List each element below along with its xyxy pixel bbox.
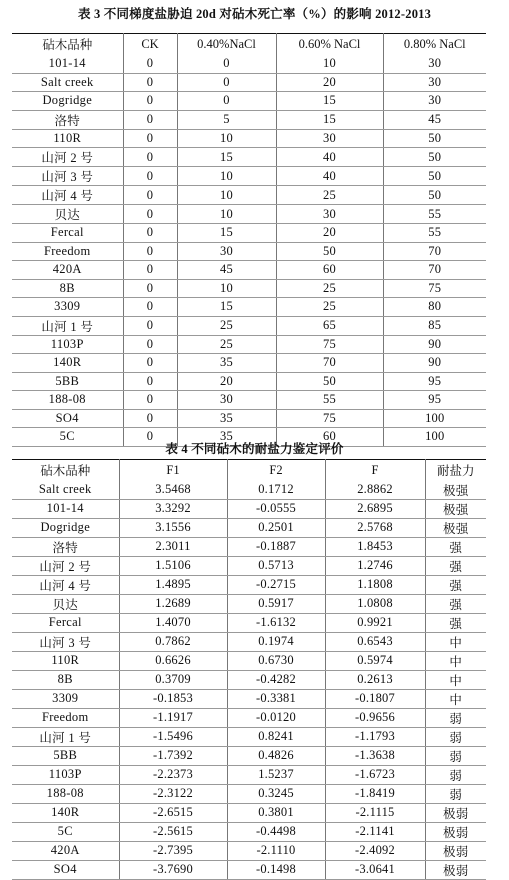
- f1-cell: -2.7395: [119, 841, 227, 860]
- table-row: [12, 261, 486, 280]
- nacl-080-cell: 30: [383, 73, 486, 92]
- tolerance-cell: 强: [425, 575, 486, 594]
- f2-cell: 0.1712: [227, 481, 325, 500]
- table3: [12, 33, 486, 447]
- nacl-040-cell: 25: [177, 335, 276, 354]
- nacl-040-cell: 10: [177, 129, 276, 148]
- f1-cell: 0.7862: [119, 632, 227, 651]
- table3-header-060: 0.60% NaCl: [276, 34, 383, 55]
- tolerance-cell: 极弱: [425, 841, 486, 860]
- f1-cell: 1.5106: [119, 556, 227, 575]
- f-cell: -1.1793: [325, 727, 425, 746]
- nacl-080-cell: 90: [383, 335, 486, 354]
- stock-cell: 5BB: [12, 372, 123, 391]
- f1-cell: 2.3011: [119, 537, 227, 556]
- stock-cell: 101-14: [12, 55, 123, 74]
- f-cell: 2.5768: [325, 518, 425, 537]
- nacl-060-cell: 50: [276, 372, 383, 391]
- table-row: [12, 73, 486, 92]
- table-row: [12, 55, 486, 74]
- f-cell: -0.1807: [325, 689, 425, 708]
- nacl-060-cell: 75: [276, 409, 383, 428]
- stock-cell: Freedom: [12, 708, 119, 727]
- f1-cell: 1.2689: [119, 594, 227, 613]
- f2-cell: -2.1110: [227, 841, 325, 860]
- table-row: [12, 298, 486, 317]
- ck-cell: 0: [123, 186, 177, 205]
- table4-header-stock: 砧木品种: [40, 464, 91, 479]
- f2-cell: -0.1498: [227, 860, 325, 879]
- nacl-080-cell: 90: [383, 354, 486, 373]
- table-row: [12, 167, 486, 186]
- ck-cell: 0: [123, 428, 177, 447]
- table-row: [12, 613, 486, 632]
- nacl-040-cell: 0: [177, 55, 276, 74]
- stock-cell: Dogridge: [12, 518, 119, 537]
- ck-cell: 0: [123, 261, 177, 280]
- f2-cell: 1.5237: [227, 765, 325, 784]
- table4-header-f: F: [325, 460, 425, 481]
- stock-cell: 8B: [12, 279, 123, 298]
- f2-cell: -1.6132: [227, 613, 325, 632]
- ck-cell: 0: [123, 372, 177, 391]
- table-row: [12, 354, 486, 373]
- f2-cell: 0.3245: [227, 784, 325, 803]
- f1-cell: -3.7690: [119, 860, 227, 879]
- table-row: [12, 518, 486, 537]
- f-cell: -1.8419: [325, 784, 425, 803]
- tolerance-cell: 极弱: [425, 803, 486, 822]
- nacl-080-cell: 55: [383, 205, 486, 224]
- f-cell: -0.9656: [325, 708, 425, 727]
- stock-cell: 5C: [12, 428, 123, 447]
- f-cell: 0.2613: [325, 670, 425, 689]
- table3-header-row: [12, 34, 486, 55]
- f1-cell: -2.6515: [119, 803, 227, 822]
- nacl-040-cell: 5: [177, 110, 276, 129]
- table-row: [12, 316, 486, 335]
- f-cell: 2.6895: [325, 499, 425, 518]
- tolerance-cell: 弱: [425, 765, 486, 784]
- tolerance-cell: 强: [425, 594, 486, 613]
- nacl-080-cell: 50: [383, 129, 486, 148]
- nacl-060-cell: 60: [276, 261, 383, 280]
- table-row: [12, 632, 486, 651]
- stock-cell: Salt creek: [12, 73, 123, 92]
- nacl-060-cell: 20: [276, 224, 383, 243]
- nacl-040-cell: 25: [177, 316, 276, 335]
- nacl-080-cell: 100: [383, 409, 486, 428]
- stock-cell: 5C: [12, 822, 119, 841]
- tolerance-cell: 弱: [425, 727, 486, 746]
- table3-caption: 表 3 不同梯度盐胁迫 20d 对砧木死亡率（%）的影响 2012-2013: [77, 7, 432, 21]
- stock-cell: 洛特: [12, 537, 119, 556]
- f-cell: 1.8453: [325, 537, 425, 556]
- tolerance-cell: 弱: [425, 784, 486, 803]
- table3-header-040: 0.40%NaCl: [177, 34, 276, 55]
- nacl-060-cell: 65: [276, 316, 383, 335]
- f-cell: -2.1141: [325, 822, 425, 841]
- f-cell: -2.1115: [325, 803, 425, 822]
- f-cell: 1.2746: [325, 556, 425, 575]
- nacl-080-cell: 70: [383, 242, 486, 261]
- f2-cell: -0.0555: [227, 499, 325, 518]
- nacl-040-cell: 30: [177, 391, 276, 410]
- ck-cell: 0: [123, 335, 177, 354]
- nacl-080-cell: 100: [383, 428, 486, 447]
- stock-cell: 山河 4 号: [12, 186, 123, 205]
- table-row: [12, 746, 486, 765]
- f2-cell: -0.3381: [227, 689, 325, 708]
- stock-cell: 188-08: [12, 784, 119, 803]
- table-row: [12, 765, 486, 784]
- stock-cell: 1103P: [12, 335, 123, 354]
- nacl-040-cell: 35: [177, 354, 276, 373]
- nacl-040-cell: 10: [177, 279, 276, 298]
- nacl-040-cell: 30: [177, 242, 276, 261]
- stock-cell: 101-14: [12, 499, 119, 518]
- stock-cell: 山河 2 号: [12, 148, 123, 167]
- f2-cell: -0.1887: [227, 537, 325, 556]
- table-row: [12, 670, 486, 689]
- nacl-040-cell: 15: [177, 224, 276, 243]
- nacl-080-cell: 75: [383, 279, 486, 298]
- table-row: [12, 148, 486, 167]
- ck-cell: 0: [123, 224, 177, 243]
- ck-cell: 0: [123, 242, 177, 261]
- tolerance-cell: 强: [425, 537, 486, 556]
- f1-cell: 1.4895: [119, 575, 227, 594]
- nacl-060-cell: 25: [276, 279, 383, 298]
- tolerance-cell: 中: [425, 632, 486, 651]
- nacl-080-cell: 80: [383, 298, 486, 317]
- stock-cell: 贝达: [12, 205, 123, 224]
- nacl-040-cell: 0: [177, 73, 276, 92]
- f2-cell: -0.4282: [227, 670, 325, 689]
- tolerance-cell: 极强: [425, 518, 486, 537]
- f1-cell: 0.6626: [119, 651, 227, 670]
- stock-cell: 山河 2 号: [12, 556, 119, 575]
- stock-cell: Fercal: [12, 613, 119, 632]
- nacl-080-cell: 95: [383, 391, 486, 410]
- table-row: [12, 499, 486, 518]
- f2-cell: 0.8241: [227, 727, 325, 746]
- f-cell: -1.3638: [325, 746, 425, 765]
- table3-header-ck: CK: [123, 34, 177, 55]
- ck-cell: 0: [123, 391, 177, 410]
- table-row: [12, 708, 486, 727]
- table-row: [12, 372, 486, 391]
- ck-cell: 0: [123, 92, 177, 111]
- table-row: [12, 537, 486, 556]
- nacl-060-cell: 15: [276, 110, 383, 129]
- nacl-060-cell: 20: [276, 73, 383, 92]
- tolerance-cell: 弱: [425, 708, 486, 727]
- table-row: [12, 822, 486, 841]
- nacl-040-cell: 10: [177, 186, 276, 205]
- nacl-060-cell: 15: [276, 92, 383, 111]
- ck-cell: 0: [123, 55, 177, 74]
- stock-cell: 420A: [12, 261, 123, 280]
- nacl-080-cell: 30: [383, 92, 486, 111]
- table-row: [12, 594, 486, 613]
- table4-caption: 表 4 不同砧木的耐盐力鉴定评价: [165, 442, 344, 456]
- table-row: [12, 186, 486, 205]
- nacl-060-cell: 40: [276, 167, 383, 186]
- nacl-080-cell: 55: [383, 224, 486, 243]
- stock-cell: 山河 3 号: [12, 632, 119, 651]
- tolerance-cell: 极弱: [425, 822, 486, 841]
- f1-cell: 3.1556: [119, 518, 227, 537]
- stock-cell: 3309: [12, 298, 123, 317]
- nacl-060-cell: 70: [276, 354, 383, 373]
- table-row: [12, 841, 486, 860]
- f2-cell: -0.2715: [227, 575, 325, 594]
- stock-cell: Fercal: [12, 224, 123, 243]
- nacl-040-cell: 10: [177, 167, 276, 186]
- table3-header-stock: 砧木品种: [42, 38, 93, 53]
- table4-header-f2: F2: [227, 460, 325, 481]
- table-row: [12, 92, 486, 111]
- stock-cell: 140R: [12, 354, 123, 373]
- f1-cell: 3.5468: [119, 481, 227, 500]
- table-row: [12, 803, 486, 822]
- tolerance-cell: 强: [425, 613, 486, 632]
- f1-cell: -2.5615: [119, 822, 227, 841]
- stock-cell: 110R: [12, 651, 119, 670]
- ck-cell: 0: [123, 409, 177, 428]
- stock-cell: SO4: [12, 409, 123, 428]
- tolerance-cell: 极弱: [425, 860, 486, 879]
- table-row: [12, 481, 486, 500]
- nacl-040-cell: 35: [177, 428, 276, 447]
- stock-cell: 110R: [12, 129, 123, 148]
- table-row: [12, 129, 486, 148]
- stock-cell: 420A: [12, 841, 119, 860]
- nacl-080-cell: 70: [383, 261, 486, 280]
- table4: [12, 459, 486, 880]
- table-row: [12, 651, 486, 670]
- ck-cell: 0: [123, 316, 177, 335]
- f1-cell: -1.7392: [119, 746, 227, 765]
- ck-cell: 0: [123, 205, 177, 224]
- f-cell: 0.9921: [325, 613, 425, 632]
- tolerance-cell: 弱: [425, 746, 486, 765]
- nacl-080-cell: 30: [383, 55, 486, 74]
- ck-cell: 0: [123, 73, 177, 92]
- f1-cell: -2.3122: [119, 784, 227, 803]
- nacl-080-cell: 85: [383, 316, 486, 335]
- f2-cell: 0.4826: [227, 746, 325, 765]
- stock-cell: 1103P: [12, 765, 119, 784]
- stock-cell: 山河 1 号: [12, 727, 119, 746]
- tolerance-cell: 中: [425, 689, 486, 708]
- stock-cell: 贝达: [12, 594, 119, 613]
- f2-cell: 0.2501: [227, 518, 325, 537]
- nacl-080-cell: 95: [383, 372, 486, 391]
- stock-cell: SO4: [12, 860, 119, 879]
- ck-cell: 0: [123, 298, 177, 317]
- table-row: [12, 784, 486, 803]
- nacl-080-cell: 50: [383, 186, 486, 205]
- ck-cell: 0: [123, 167, 177, 186]
- stock-cell: 山河 1 号: [12, 316, 123, 335]
- f2-cell: -0.0120: [227, 708, 325, 727]
- table-row: [12, 279, 486, 298]
- stock-cell: 8B: [12, 670, 119, 689]
- table-row: [12, 575, 486, 594]
- f2-cell: 0.3801: [227, 803, 325, 822]
- nacl-060-cell: 60: [276, 428, 383, 447]
- table-row: [12, 205, 486, 224]
- f2-cell: -0.4498: [227, 822, 325, 841]
- f1-cell: 3.3292: [119, 499, 227, 518]
- ck-cell: 0: [123, 110, 177, 129]
- nacl-060-cell: 30: [276, 205, 383, 224]
- stock-cell: 188-08: [12, 391, 123, 410]
- f1-cell: 0.3709: [119, 670, 227, 689]
- nacl-060-cell: 25: [276, 298, 383, 317]
- f1-cell: -1.5496: [119, 727, 227, 746]
- stock-cell: 洛特: [12, 110, 123, 129]
- stock-cell: 3309: [12, 689, 119, 708]
- table-row: [12, 110, 486, 129]
- nacl-040-cell: 15: [177, 298, 276, 317]
- nacl-080-cell: 50: [383, 148, 486, 167]
- f2-cell: 0.5917: [227, 594, 325, 613]
- table-row: [12, 409, 486, 428]
- f2-cell: 0.1974: [227, 632, 325, 651]
- stock-cell: Dogridge: [12, 92, 123, 111]
- nacl-060-cell: 55: [276, 391, 383, 410]
- f1-cell: -1.1917: [119, 708, 227, 727]
- f-cell: 2.8862: [325, 481, 425, 500]
- tolerance-cell: 中: [425, 670, 486, 689]
- nacl-040-cell: 0: [177, 92, 276, 111]
- nacl-040-cell: 45: [177, 261, 276, 280]
- stock-cell: 140R: [12, 803, 119, 822]
- nacl-060-cell: 10: [276, 55, 383, 74]
- nacl-040-cell: 15: [177, 148, 276, 167]
- table-row: [12, 556, 486, 575]
- tolerance-cell: 极强: [425, 499, 486, 518]
- tolerance-cell: 中: [425, 651, 486, 670]
- nacl-080-cell: 45: [383, 110, 486, 129]
- stock-cell: 山河 3 号: [12, 167, 123, 186]
- stock-cell: 5BB: [12, 746, 119, 765]
- ck-cell: 0: [123, 129, 177, 148]
- table4-header-f1: F1: [119, 460, 227, 481]
- table-row: [12, 335, 486, 354]
- table-row: [12, 391, 486, 410]
- nacl-060-cell: 50: [276, 242, 383, 261]
- stock-cell: Salt creek: [12, 481, 119, 500]
- f-cell: 0.6543: [325, 632, 425, 651]
- nacl-060-cell: 30: [276, 129, 383, 148]
- table-row: [12, 224, 486, 243]
- ck-cell: 0: [123, 148, 177, 167]
- tolerance-cell: 极强: [425, 481, 486, 500]
- table-row: [12, 860, 486, 879]
- f-cell: -3.0641: [325, 860, 425, 879]
- f2-cell: 0.5713: [227, 556, 325, 575]
- f1-cell: -0.1853: [119, 689, 227, 708]
- stock-cell: 山河 4 号: [12, 575, 119, 594]
- nacl-060-cell: 25: [276, 186, 383, 205]
- f-cell: 1.0808: [325, 594, 425, 613]
- f-cell: 0.5974: [325, 651, 425, 670]
- table-row: [12, 242, 486, 261]
- ck-cell: 0: [123, 279, 177, 298]
- f1-cell: -2.2373: [119, 765, 227, 784]
- table-row: [12, 727, 486, 746]
- f-cell: 1.1808: [325, 575, 425, 594]
- f2-cell: 0.6730: [227, 651, 325, 670]
- f-cell: -1.6723: [325, 765, 425, 784]
- tolerance-cell: 强: [425, 556, 486, 575]
- nacl-060-cell: 75: [276, 335, 383, 354]
- table-row: [12, 689, 486, 708]
- nacl-040-cell: 20: [177, 372, 276, 391]
- ck-cell: 0: [123, 354, 177, 373]
- nacl-040-cell: 10: [177, 205, 276, 224]
- f1-cell: 1.4070: [119, 613, 227, 632]
- stock-cell: Freedom: [12, 242, 123, 261]
- nacl-060-cell: 40: [276, 148, 383, 167]
- nacl-080-cell: 50: [383, 167, 486, 186]
- nacl-040-cell: 35: [177, 409, 276, 428]
- f-cell: -2.4092: [325, 841, 425, 860]
- table4-header-tolerance: 耐盐力: [425, 460, 486, 481]
- table4-header-row: [12, 460, 486, 481]
- table3-header-080: 0.80% NaCl: [383, 34, 486, 55]
